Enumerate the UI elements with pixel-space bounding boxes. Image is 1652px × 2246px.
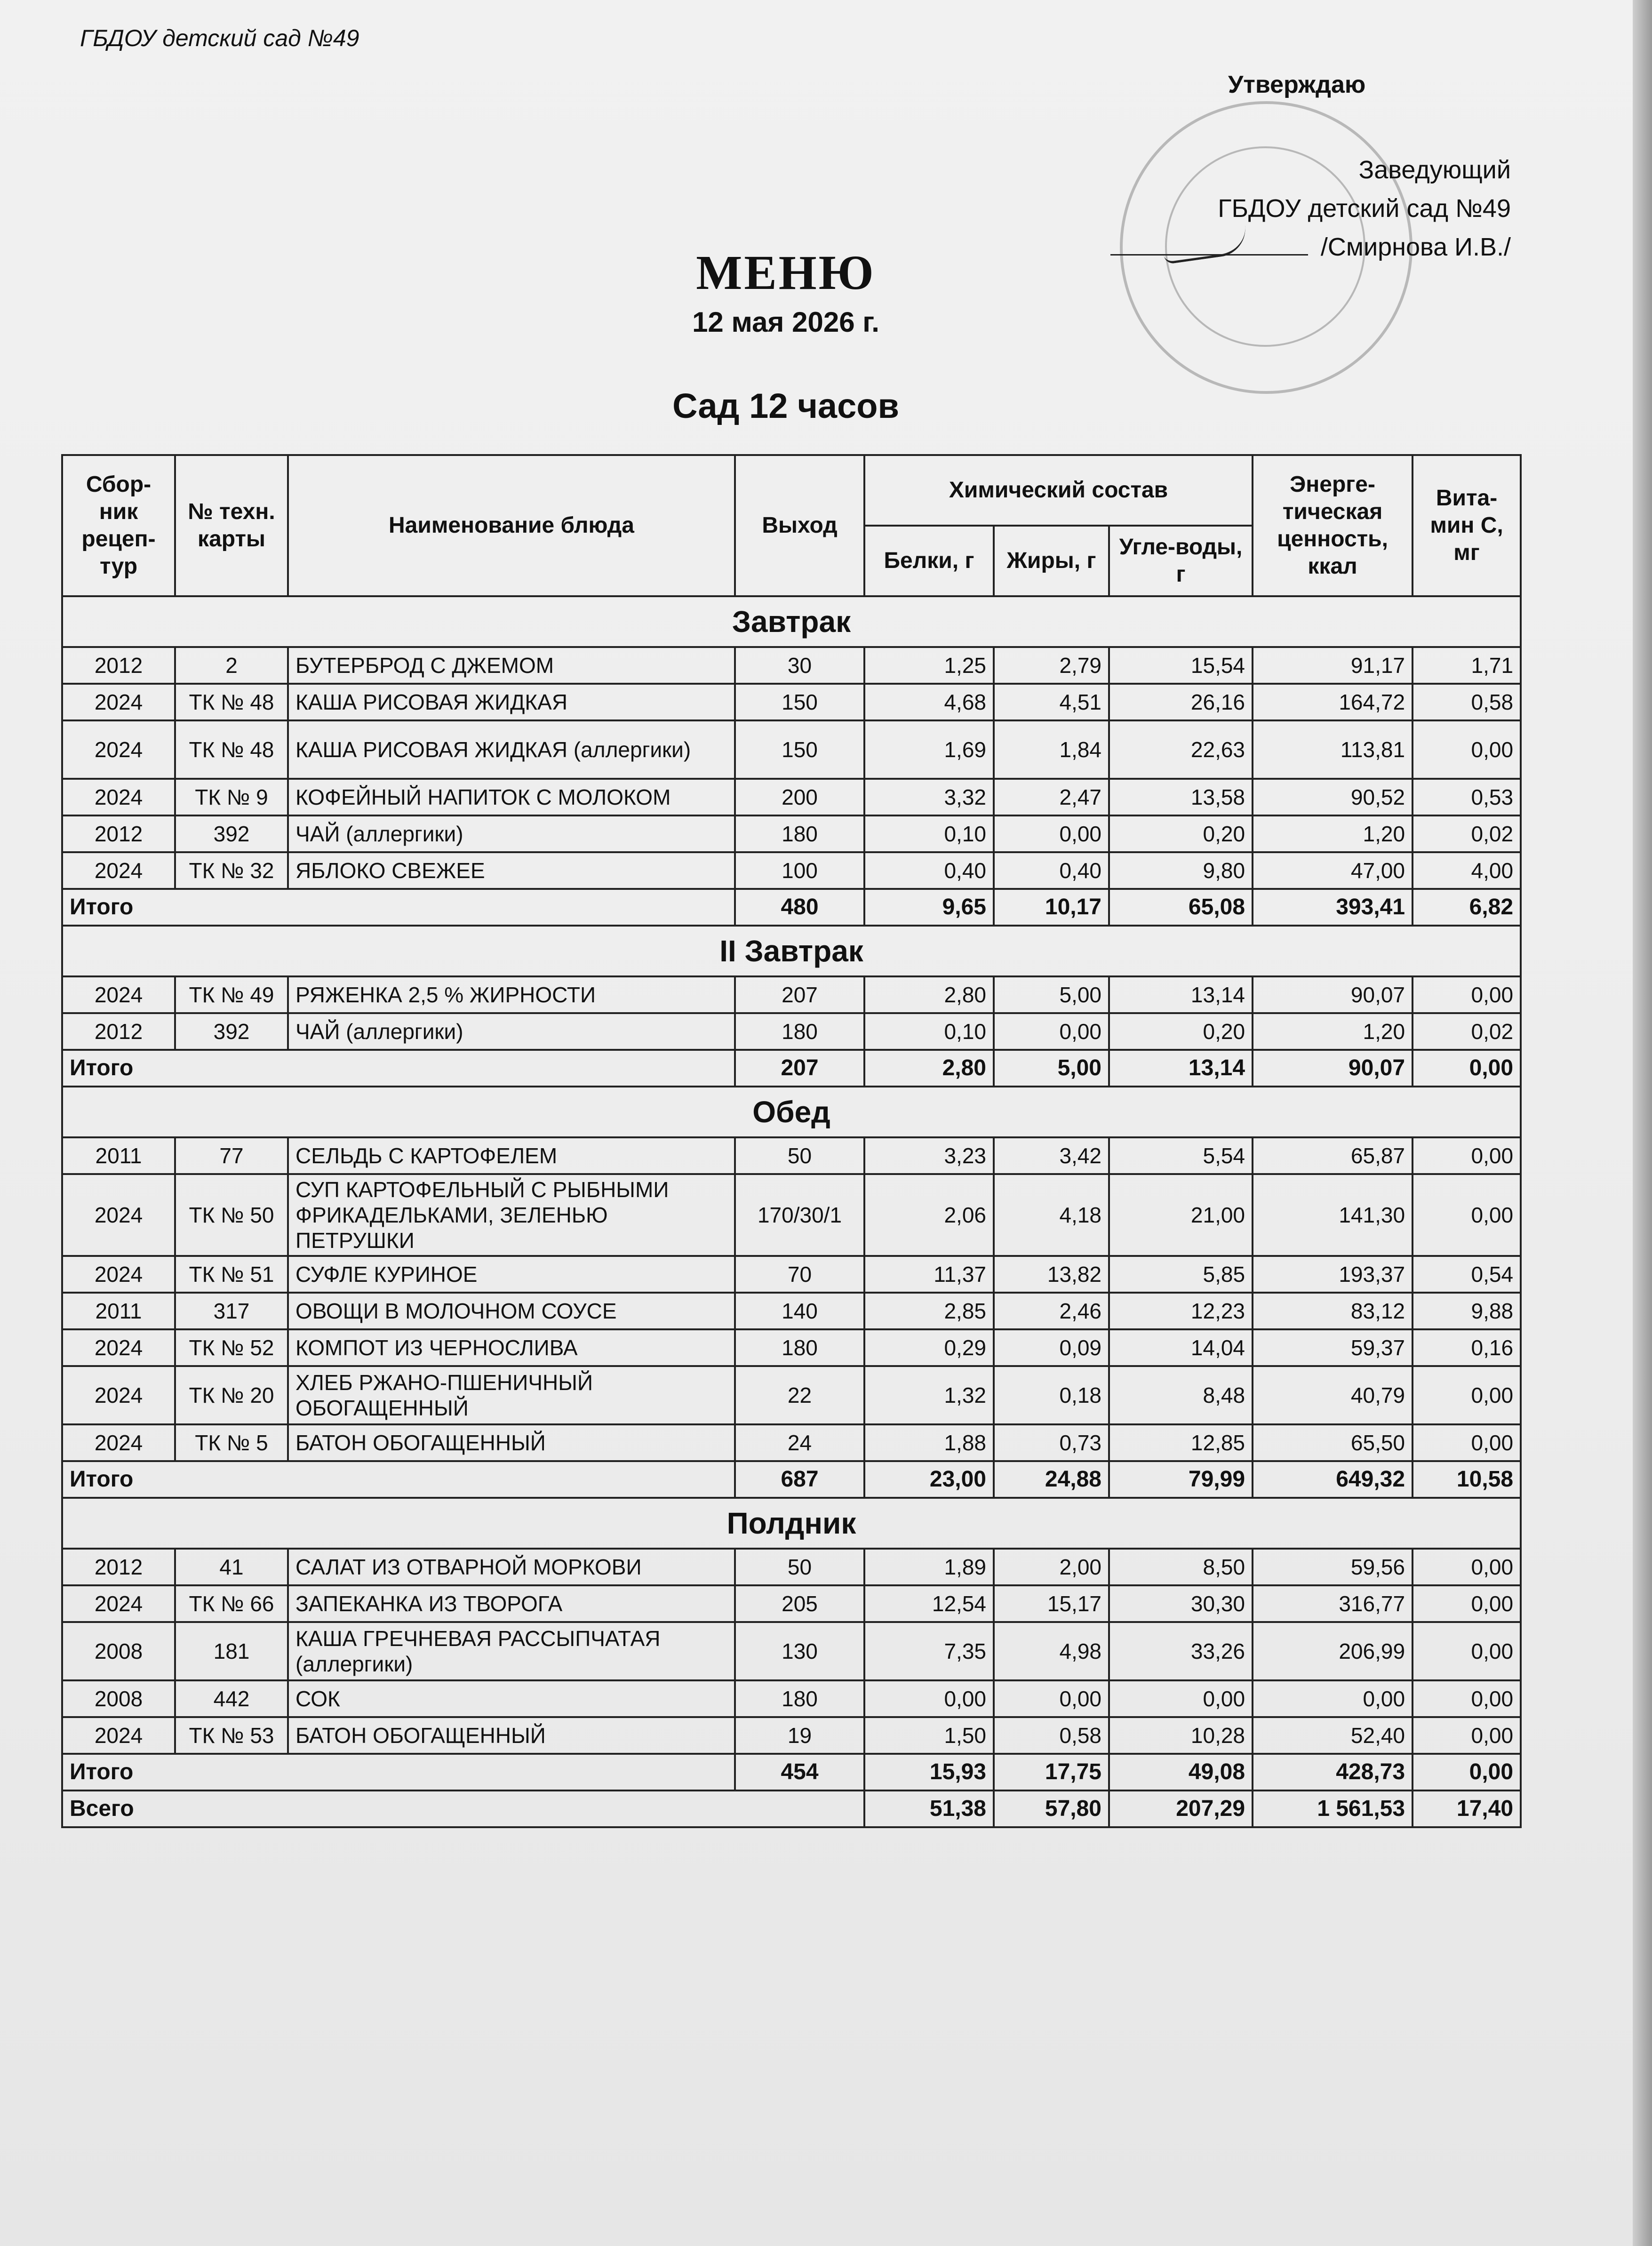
vitamin-cell: 0,54 [1413,1256,1521,1293]
output-cell: 180 [735,815,864,852]
fat-cell: 0,73 [994,1424,1109,1461]
energy-cell: 193,37 [1253,1256,1413,1293]
carbs-cell: 5,85 [1109,1256,1253,1293]
recipe-book-cell: 2008 [62,1680,175,1717]
carbs-cell: 8,50 [1109,1549,1253,1585]
header-recipe-book: Сбор-ник рецеп-тур [62,455,175,596]
carbs-cell: 13,58 [1109,779,1253,815]
table-row [62,1424,1521,1461]
total-energy: 428,73 [1253,1754,1413,1790]
header-tech-card: № техн. карты [175,455,288,596]
recipe-book-cell: 2024 [62,779,175,815]
total-label: Итого [62,889,735,926]
recipe-book-cell: 2024 [62,1366,175,1424]
carbs-cell: 15,54 [1109,647,1253,684]
energy-cell: 1,20 [1253,1013,1413,1050]
output-cell: 180 [735,1329,864,1366]
section-row [62,596,1521,647]
output-cell: 30 [735,647,864,684]
table-row [62,1329,1521,1366]
dish-name-cell: ЯБЛОКО СВЕЖЕЕ [288,852,735,889]
vitamin-cell: 0,00 [1413,1137,1521,1174]
protein-cell: 3,23 [864,1137,994,1174]
table-row [62,1013,1521,1050]
vitamin-cell: 0,00 [1413,1585,1521,1622]
vitamin-cell: 0,00 [1413,1366,1521,1424]
total-vitamin: 0,00 [1413,1754,1521,1790]
menu-date: 12 мая 2026 г. [692,306,879,338]
total-vitamin: 6,82 [1413,889,1521,926]
vitamin-cell: 0,02 [1413,815,1521,852]
recipe-book-cell: 2012 [62,647,175,684]
fat-cell: 4,18 [994,1174,1109,1256]
dish-name-cell: БАТОН ОБОГАЩЕННЫЙ [288,1424,735,1461]
total-output: 687 [735,1461,864,1498]
output-cell: 205 [735,1585,864,1622]
output-cell: 150 [735,720,864,779]
protein-cell: 0,00 [864,1680,994,1717]
header-chemical-composition: Химический состав [864,455,1253,526]
grand-total-label: Всего [62,1790,864,1827]
tech-card-cell: ТК № 50 [175,1174,288,1256]
menu-subtitle: Сад 12 часов [672,386,899,425]
output-cell: 140 [735,1293,864,1329]
recipe-book-cell: 2024 [62,684,175,720]
protein-cell: 1,25 [864,647,994,684]
energy-cell: 83,12 [1253,1293,1413,1329]
tech-card-cell: ТК № 66 [175,1585,288,1622]
energy-cell: 59,56 [1253,1549,1413,1585]
energy-cell: 164,72 [1253,684,1413,720]
protein-cell: 1,88 [864,1424,994,1461]
menu-table [61,454,1522,1828]
protein-cell: 0,10 [864,1013,994,1050]
organization-name: ГБДОУ детский сад №49 [80,25,359,51]
carbs-cell: 12,23 [1109,1293,1253,1329]
table-row [62,815,1521,852]
approval-signer: /Смирнова И.В./ [1320,233,1511,261]
output-cell: 50 [735,1549,864,1585]
dish-name-cell: САЛАТ ИЗ ОТВАРНОЙ МОРКОВИ [288,1549,735,1585]
fat-cell: 2,47 [994,779,1109,815]
recipe-book-cell: 2012 [62,1549,175,1585]
dish-name-cell: КАША ГРЕЧНЕВАЯ РАССЫПЧАТАЯ (аллергики) [288,1622,735,1680]
total-fat: 5,00 [994,1050,1109,1087]
dish-name-cell: КОМПОТ ИЗ ЧЕРНОСЛИВА [288,1329,735,1366]
tech-card-cell: 2 [175,647,288,684]
tech-card-cell: 77 [175,1137,288,1174]
table-row [62,779,1521,815]
grand-total-row [62,1790,1521,1827]
total-fat: 24,88 [994,1461,1109,1498]
total-protein: 15,93 [864,1754,994,1790]
carbs-cell: 21,00 [1109,1174,1253,1256]
fat-cell: 4,51 [994,684,1109,720]
total-carbs: 49,08 [1109,1754,1253,1790]
protein-cell: 2,06 [864,1174,994,1256]
table-row [62,1174,1521,1256]
total-vitamin: 10,58 [1413,1461,1521,1498]
dish-name-cell: СЕЛЬДЬ С КАРТОФЕЛЕМ [288,1137,735,1174]
fat-cell: 0,40 [994,852,1109,889]
table-row [62,1717,1521,1754]
approval-position: Заведующий [1358,156,1511,184]
table-row [62,720,1521,779]
total-output: 480 [735,889,864,926]
tech-card-cell: ТК № 53 [175,1717,288,1754]
header-output: Выход [735,455,864,596]
table-row [62,647,1521,684]
vitamin-cell: 1,71 [1413,647,1521,684]
recipe-book-cell: 2024 [62,976,175,1013]
carbs-cell: 33,26 [1109,1622,1253,1680]
total-output: 207 [735,1050,864,1087]
recipe-book-cell: 2024 [62,720,175,779]
dish-name-cell: ЗАПЕКАНКА ИЗ ТВОРОГА [288,1585,735,1622]
vitamin-cell: 0,53 [1413,779,1521,815]
recipe-book-cell: 2024 [62,1329,175,1366]
table-row [62,1256,1521,1293]
energy-cell: 65,50 [1253,1424,1413,1461]
dish-name-cell: СУФЛЕ КУРИНОЕ [288,1256,735,1293]
energy-cell: 316,77 [1253,1585,1413,1622]
page-title: МЕНЮ [696,246,876,300]
fat-cell: 0,00 [994,815,1109,852]
tech-card-cell: ТК № 49 [175,976,288,1013]
fat-cell: 2,79 [994,647,1109,684]
dish-name-cell: ЧАЙ (аллергики) [288,1013,735,1050]
vitamin-cell: 9,88 [1413,1293,1521,1329]
tech-card-cell: ТК № 5 [175,1424,288,1461]
total-protein: 2,80 [864,1050,994,1087]
dish-name-cell: ЧАЙ (аллергики) [288,815,735,852]
fat-cell: 0,09 [994,1329,1109,1366]
fat-cell: 15,17 [994,1585,1109,1622]
vitamin-cell: 0,58 [1413,684,1521,720]
recipe-book-cell: 2008 [62,1622,175,1680]
carbs-cell: 14,04 [1109,1329,1253,1366]
protein-cell: 1,50 [864,1717,994,1754]
protein-cell: 2,85 [864,1293,994,1329]
dish-name-cell: РЯЖЕНКА 2,5 % ЖИРНОСТИ [288,976,735,1013]
grand-total-protein: 51,38 [864,1790,994,1827]
table-row [62,684,1521,720]
approval-word: Утверждаю [1228,71,1366,98]
protein-cell: 0,40 [864,852,994,889]
carbs-cell: 0,00 [1109,1680,1253,1717]
table-row [62,1549,1521,1585]
energy-cell: 40,79 [1253,1366,1413,1424]
total-energy: 649,32 [1253,1461,1413,1498]
fat-cell: 1,84 [994,720,1109,779]
output-cell: 150 [735,684,864,720]
protein-cell: 12,54 [864,1585,994,1622]
dish-name-cell: БАТОН ОБОГАЩЕННЫЙ [288,1717,735,1754]
carbs-cell: 9,80 [1109,852,1253,889]
section-title: II Завтрак [62,926,1521,976]
fat-cell: 2,00 [994,1549,1109,1585]
total-vitamin: 0,00 [1413,1050,1521,1087]
dish-name-cell: СУП КАРТОФЕЛЬНЫЙ С РЫБНЫМИ ФРИКАДЕЛЬКАМИ, ЗЕЛЕНЬЮ ПЕТРУШКИ [288,1174,735,1256]
section-title: Обед [62,1087,1521,1137]
recipe-book-cell: 2024 [62,1585,175,1622]
output-cell: 22 [735,1366,864,1424]
fat-cell: 2,46 [994,1293,1109,1329]
energy-cell: 52,40 [1253,1717,1413,1754]
output-cell: 19 [735,1717,864,1754]
section-row [62,926,1521,976]
recipe-book-cell: 2011 [62,1293,175,1329]
tech-card-cell: 392 [175,815,288,852]
energy-cell: 113,81 [1253,720,1413,779]
table-row [62,976,1521,1013]
dish-name-cell: ХЛЕБ РЖАНО-ПШЕНИЧНЫЙ ОБОГАЩЕННЫЙ [288,1366,735,1424]
fat-cell: 0,58 [994,1717,1109,1754]
protein-cell: 2,80 [864,976,994,1013]
recipe-book-cell: 2024 [62,1717,175,1754]
total-label: Итого [62,1050,735,1087]
header-vitamin-c: Вита-мин С, мг [1413,455,1521,596]
grand-total-carbs: 207,29 [1109,1790,1253,1827]
energy-cell: 91,17 [1253,647,1413,684]
carbs-cell: 5,54 [1109,1137,1253,1174]
vitamin-cell: 0,00 [1413,1174,1521,1256]
tech-card-cell: 181 [175,1622,288,1680]
recipe-book-cell: 2024 [62,852,175,889]
carbs-cell: 30,30 [1109,1585,1253,1622]
vitamin-cell: 0,00 [1413,1549,1521,1585]
carbs-cell: 22,63 [1109,720,1253,779]
total-energy: 393,41 [1253,889,1413,926]
vitamin-cell: 0,00 [1413,976,1521,1013]
dish-name-cell: БУТЕРБРОД С ДЖЕМОМ [288,647,735,684]
dish-name-cell: СОК [288,1680,735,1717]
total-carbs: 79,99 [1109,1461,1253,1498]
protein-cell: 0,10 [864,815,994,852]
section-total-row [62,889,1521,926]
output-cell: 200 [735,779,864,815]
section-total-row [62,1754,1521,1790]
header-protein: Белки, г [864,526,994,596]
output-cell: 24 [735,1424,864,1461]
carbs-cell: 26,16 [1109,684,1253,720]
total-label: Итого [62,1754,735,1790]
vitamin-cell: 0,00 [1413,1622,1521,1680]
output-cell: 130 [735,1622,864,1680]
table-row [62,1293,1521,1329]
grand-total-vitamin: 17,40 [1413,1790,1521,1827]
vitamin-cell: 0,00 [1413,1680,1521,1717]
table-row [62,1366,1521,1424]
dish-name-cell: КАША РИСОВАЯ ЖИДКАЯ [288,684,735,720]
vitamin-cell: 4,00 [1413,852,1521,889]
energy-cell: 206,99 [1253,1622,1413,1680]
vitamin-cell: 0,02 [1413,1013,1521,1050]
fat-cell: 0,00 [994,1013,1109,1050]
total-output: 454 [735,1754,864,1790]
section-total-row [62,1461,1521,1498]
total-fat: 10,17 [994,889,1109,926]
vitamin-cell: 0,16 [1413,1329,1521,1366]
section-row [62,1087,1521,1137]
header-fat: Жиры, г [994,526,1109,596]
table-row [62,852,1521,889]
protein-cell: 7,35 [864,1622,994,1680]
table-row [62,1585,1521,1622]
recipe-book-cell: 2024 [62,1424,175,1461]
grand-total-energy: 1 561,53 [1253,1790,1413,1827]
dish-name-cell: КАША РИСОВАЯ ЖИДКАЯ (аллергики) [288,720,735,779]
section-title: Полдник [62,1498,1521,1549]
section-row [62,1498,1521,1549]
table-row [62,1622,1521,1680]
recipe-book-cell: 2012 [62,1013,175,1050]
tech-card-cell: ТК № 48 [175,720,288,779]
total-carbs: 13,14 [1109,1050,1253,1087]
output-cell: 180 [735,1680,864,1717]
fat-cell: 0,00 [994,1680,1109,1717]
carbs-cell: 0,20 [1109,1013,1253,1050]
vitamin-cell: 0,00 [1413,1424,1521,1461]
grand-total-fat: 57,80 [994,1790,1109,1827]
energy-cell: 65,87 [1253,1137,1413,1174]
section-title: Завтрак [62,596,1521,647]
fat-cell: 4,98 [994,1622,1109,1680]
output-cell: 100 [735,852,864,889]
carbs-cell: 8,48 [1109,1366,1253,1424]
carbs-cell: 12,85 [1109,1424,1253,1461]
tech-card-cell: ТК № 32 [175,852,288,889]
output-cell: 170/30/1 [735,1174,864,1256]
fat-cell: 0,18 [994,1366,1109,1424]
recipe-book-cell: 2011 [62,1137,175,1174]
section-total-row [62,1050,1521,1087]
table-row [62,1680,1521,1717]
vitamin-cell: 0,00 [1413,1717,1521,1754]
table-row [62,1137,1521,1174]
output-cell: 70 [735,1256,864,1293]
header-carbs: Угле-воды, г [1109,526,1253,596]
energy-cell: 141,30 [1253,1174,1413,1256]
tech-card-cell: 317 [175,1293,288,1329]
tech-card-cell: ТК № 48 [175,684,288,720]
carbs-cell: 10,28 [1109,1717,1253,1754]
vitamin-cell: 0,00 [1413,720,1521,779]
output-cell: 180 [735,1013,864,1050]
energy-cell: 90,52 [1253,779,1413,815]
fat-cell: 3,42 [994,1137,1109,1174]
dish-name-cell: ОВОЩИ В МОЛОЧНОМ СОУСЕ [288,1293,735,1329]
total-fat: 17,75 [994,1754,1109,1790]
energy-cell: 47,00 [1253,852,1413,889]
tech-card-cell: 392 [175,1013,288,1050]
header-energy: Энерге-тическая ценность, ккал [1253,455,1413,596]
carbs-cell: 0,20 [1109,815,1253,852]
energy-cell: 1,20 [1253,815,1413,852]
output-cell: 50 [735,1137,864,1174]
total-label: Итого [62,1461,735,1498]
header-dish-name: Наименование блюда [288,455,735,596]
tech-card-cell: ТК № 51 [175,1256,288,1293]
fat-cell: 5,00 [994,976,1109,1013]
tech-card-cell: ТК № 52 [175,1329,288,1366]
protein-cell: 11,37 [864,1256,994,1293]
output-cell: 207 [735,976,864,1013]
protein-cell: 1,69 [864,720,994,779]
tech-card-cell: ТК № 9 [175,779,288,815]
recipe-book-cell: 2024 [62,1256,175,1293]
tech-card-cell: 41 [175,1549,288,1585]
tech-card-cell: 442 [175,1680,288,1717]
total-protein: 9,65 [864,889,994,926]
recipe-book-cell: 2012 [62,815,175,852]
protein-cell: 1,89 [864,1549,994,1585]
page-edge-shadow [1633,0,1652,2246]
total-protein: 23,00 [864,1461,994,1498]
total-carbs: 65,08 [1109,889,1253,926]
fat-cell: 13,82 [994,1256,1109,1293]
approval-institution: ГБДОУ детский сад №49 [1218,194,1511,223]
energy-cell: 0,00 [1253,1680,1413,1717]
protein-cell: 0,29 [864,1329,994,1366]
protein-cell: 1,32 [864,1366,994,1424]
energy-cell: 59,37 [1253,1329,1413,1366]
total-energy: 90,07 [1253,1050,1413,1087]
carbs-cell: 13,14 [1109,976,1253,1013]
protein-cell: 4,68 [864,684,994,720]
tech-card-cell: ТК № 20 [175,1366,288,1424]
menu-table-body [62,596,1521,1827]
protein-cell: 3,32 [864,779,994,815]
energy-cell: 90,07 [1253,976,1413,1013]
recipe-book-cell: 2024 [62,1174,175,1256]
dish-name-cell: КОФЕЙНЫЙ НАПИТОК С МОЛОКОМ [288,779,735,815]
